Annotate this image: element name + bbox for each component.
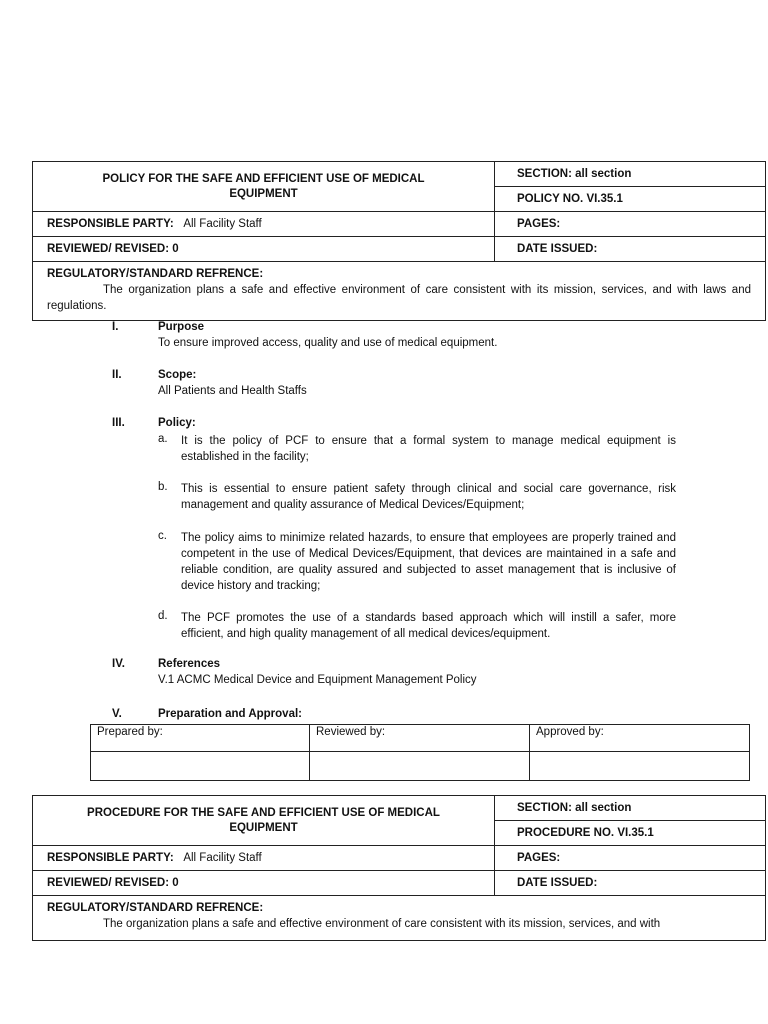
procedure-responsible-party	[33, 846, 495, 871]
prepared-by-signature-cell	[91, 752, 310, 781]
section-heading: References	[158, 658, 221, 670]
procedure-pages: PAGES:	[495, 846, 766, 871]
section-heading: Policy:	[158, 417, 196, 429]
approved-by-signature-cell	[530, 752, 750, 781]
item-text: The PCF promotes the use of a standards based approach which will instill a safer, more efficient, and high quality management of all medical devices/equipment.	[181, 612, 676, 640]
responsible-label: RESPONSIBLE PARTY:	[47, 218, 174, 230]
reviewed-by-signature-cell	[310, 752, 530, 781]
procedure-header-table	[32, 795, 766, 941]
responsible-value: All Facility Staff	[183, 218, 262, 230]
section-body: V.1 ACMC Medical Device and Equipment Management Policy	[158, 674, 477, 686]
policy-responsible-party	[33, 212, 495, 237]
regulatory-label: REGULATORY/STANDARD REFRENCE:	[47, 902, 264, 914]
section-body: To ensure improved access, quality and use of medical equipment.	[158, 337, 498, 349]
approved-by-label: Approved by:	[530, 725, 750, 752]
item-letter: d.	[158, 610, 168, 622]
responsible-value: All Facility Staff	[183, 852, 262, 864]
section-number: III.	[112, 417, 125, 429]
item-letter: c.	[158, 530, 167, 542]
policy-pages: PAGES:	[495, 212, 766, 237]
item-letter: b.	[158, 481, 168, 493]
item-text: The policy aims to minimize related hazards, to ensure that employees are properly trained and competent in the use of Medical Devices/Equipment, that devices are maintained in a safe and reliable condition, are quality assured and subjected to asset management that is inclusive of device history and tracking;	[181, 532, 676, 592]
item-text: It is the policy of PCF to ensure that a formal system to manage medical equipment is established in the facility;	[181, 435, 676, 463]
section-heading: Preparation and Approval:	[158, 708, 302, 720]
responsible-label: RESPONSIBLE PARTY:	[47, 852, 174, 864]
section-body: All Patients and Health Staffs	[158, 385, 307, 397]
procedure-number: PROCEDURE NO. VI.35.1	[495, 821, 766, 846]
procedure-reviewed: REVIEWED/ REVISED: 0	[33, 871, 495, 896]
section-heading: Purpose	[158, 321, 205, 333]
procedure-section: SECTION: all section	[495, 796, 766, 821]
regulatory-label: REGULATORY/STANDARD REFRENCE:	[47, 268, 264, 280]
policy-title: POLICY FOR THE SAFE AND EFFICIENT USE OF MEDICAL EQUIPMENT	[33, 162, 495, 212]
regulatory-text: The organization plans a safe and effective environment of care consistent with its mission, services, and with	[103, 918, 661, 930]
policy-regulatory-cell	[33, 262, 766, 321]
policy-number: POLICY NO. VI.35.1	[495, 187, 766, 212]
section-number: I.	[112, 321, 119, 333]
policy-reviewed: REVIEWED/ REVISED: 0	[33, 237, 495, 262]
item-text: This is essential to ensure patient safety through clinical and social care governance, risk management and quality assurance of Medical Devices/Equipment;	[181, 483, 676, 511]
prepared-by-label: Prepared by:	[91, 725, 310, 752]
reviewed-by-label: Reviewed by:	[310, 725, 530, 752]
section-number: V.	[112, 708, 122, 720]
regulatory-text: The organization plans a safe and effective environment of care consistent with its mission, services, and with laws and regulations.	[47, 284, 751, 312]
item-letter: a.	[158, 433, 168, 445]
policy-section: SECTION: all section	[495, 162, 766, 187]
policy-date-issued: DATE ISSUED:	[495, 237, 766, 262]
approval-table	[90, 724, 750, 781]
section-number: IV.	[112, 658, 126, 670]
section-number: II.	[112, 369, 122, 381]
procedure-title: PROCEDURE FOR THE SAFE AND EFFICIENT USE OF MEDICAL EQUIPMENT	[33, 796, 495, 846]
procedure-regulatory-cell	[33, 896, 766, 941]
procedure-date-issued: DATE ISSUED:	[495, 871, 766, 896]
section-heading: Scope:	[158, 369, 197, 381]
policy-header-table	[32, 161, 766, 321]
